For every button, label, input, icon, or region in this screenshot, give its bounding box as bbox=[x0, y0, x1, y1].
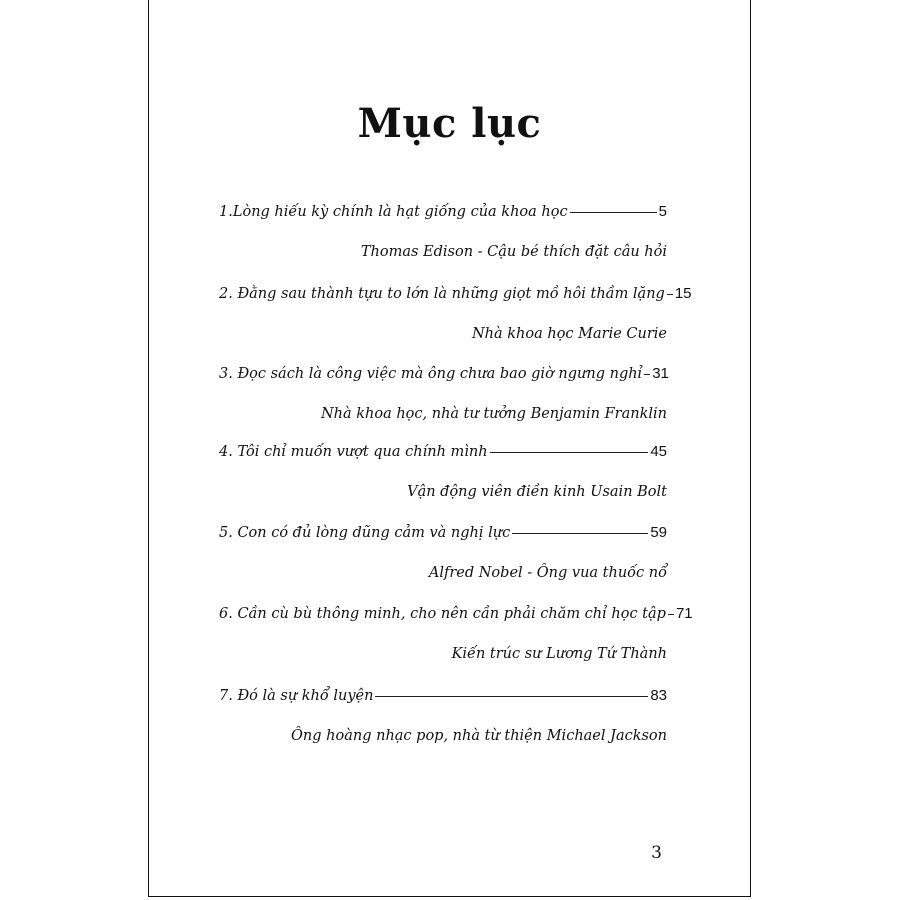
toc-entry-title: 2. Đằng sau thành tựu to lớn là những giọt mồ hôi thầm lặng bbox=[219, 286, 665, 302]
dot-leader bbox=[375, 696, 648, 697]
dot-leader bbox=[644, 374, 650, 375]
toc-entry-4 bbox=[219, 443, 667, 500]
toc-entry-title: 7. Đó là sự khổ luyện bbox=[219, 688, 374, 704]
toc-entry-line bbox=[219, 203, 667, 227]
toc-page-number: 45 bbox=[650, 443, 667, 460]
toc-page-number: 15 bbox=[674, 285, 692, 302]
toc-entry-subtitle: Alfred Nobel - Ông vua thuốc nổ bbox=[428, 565, 667, 581]
toc-entry-subtitle: Vận động viên điền kinh Usain Bolt bbox=[407, 484, 667, 500]
dot-leader bbox=[490, 452, 649, 453]
toc-page-number: 83 bbox=[650, 687, 667, 704]
book-page bbox=[148, 0, 751, 897]
toc-entry-line bbox=[219, 285, 692, 309]
toc-entry-title: 1.Lòng hiếu kỳ chính là hạt giống của khoa học bbox=[219, 204, 568, 220]
toc-entry-subtitle: Nhà khoa học Marie Curie bbox=[471, 326, 667, 342]
toc-entry-6 bbox=[219, 605, 693, 662]
toc-entry-subtitle: Kiến trúc sư Lương Tứ Thành bbox=[451, 646, 667, 662]
toc-entry-1 bbox=[219, 203, 667, 260]
dot-leader bbox=[668, 614, 674, 615]
toc-entry-title: 4. Tôi chỉ muốn vượt qua chính mình bbox=[219, 444, 488, 460]
toc-entry-subtitle: Ông hoàng nhạc pop, nhà từ thiện Michael Jackson bbox=[291, 728, 667, 744]
toc-entry-line bbox=[219, 605, 693, 629]
page-number: 3 bbox=[651, 843, 662, 863]
toc-entry-title: 6. Cần cù bù thông minh, cho nên cần phải chăm chỉ học tập bbox=[219, 606, 666, 622]
toc-entry-subtitle: Thomas Edison - Cậu bé thích đặt câu hỏi bbox=[360, 244, 667, 260]
toc-page-number: 5 bbox=[658, 203, 667, 220]
toc-entry-2 bbox=[219, 285, 692, 342]
toc-entry-title: 3. Đọc sách là công việc mà ông chưa bao giờ ngưng nghỉ bbox=[219, 366, 643, 382]
toc-page-number: 59 bbox=[650, 524, 667, 541]
toc-page-number: 31 bbox=[652, 365, 669, 382]
dot-leader bbox=[570, 212, 657, 213]
toc-entry-3 bbox=[219, 365, 667, 422]
dot-leader bbox=[667, 294, 673, 295]
toc-entry-line bbox=[219, 443, 667, 467]
toc-entry-subtitle: Nhà khoa học, nhà tư tưởng Benjamin Franklin bbox=[320, 406, 667, 422]
toc-entry-7 bbox=[219, 687, 667, 744]
dot-leader bbox=[512, 533, 648, 534]
toc-entry-line bbox=[219, 524, 667, 548]
toc-entry-title: 5. Con có đủ lòng dũng cảm và nghị lực bbox=[219, 525, 511, 541]
page-title: Mục lục bbox=[357, 100, 542, 147]
toc-entry-5 bbox=[219, 524, 667, 581]
toc-page-number: 71 bbox=[675, 605, 693, 622]
toc-entry-line bbox=[219, 365, 667, 389]
toc-entry-line bbox=[219, 687, 667, 711]
